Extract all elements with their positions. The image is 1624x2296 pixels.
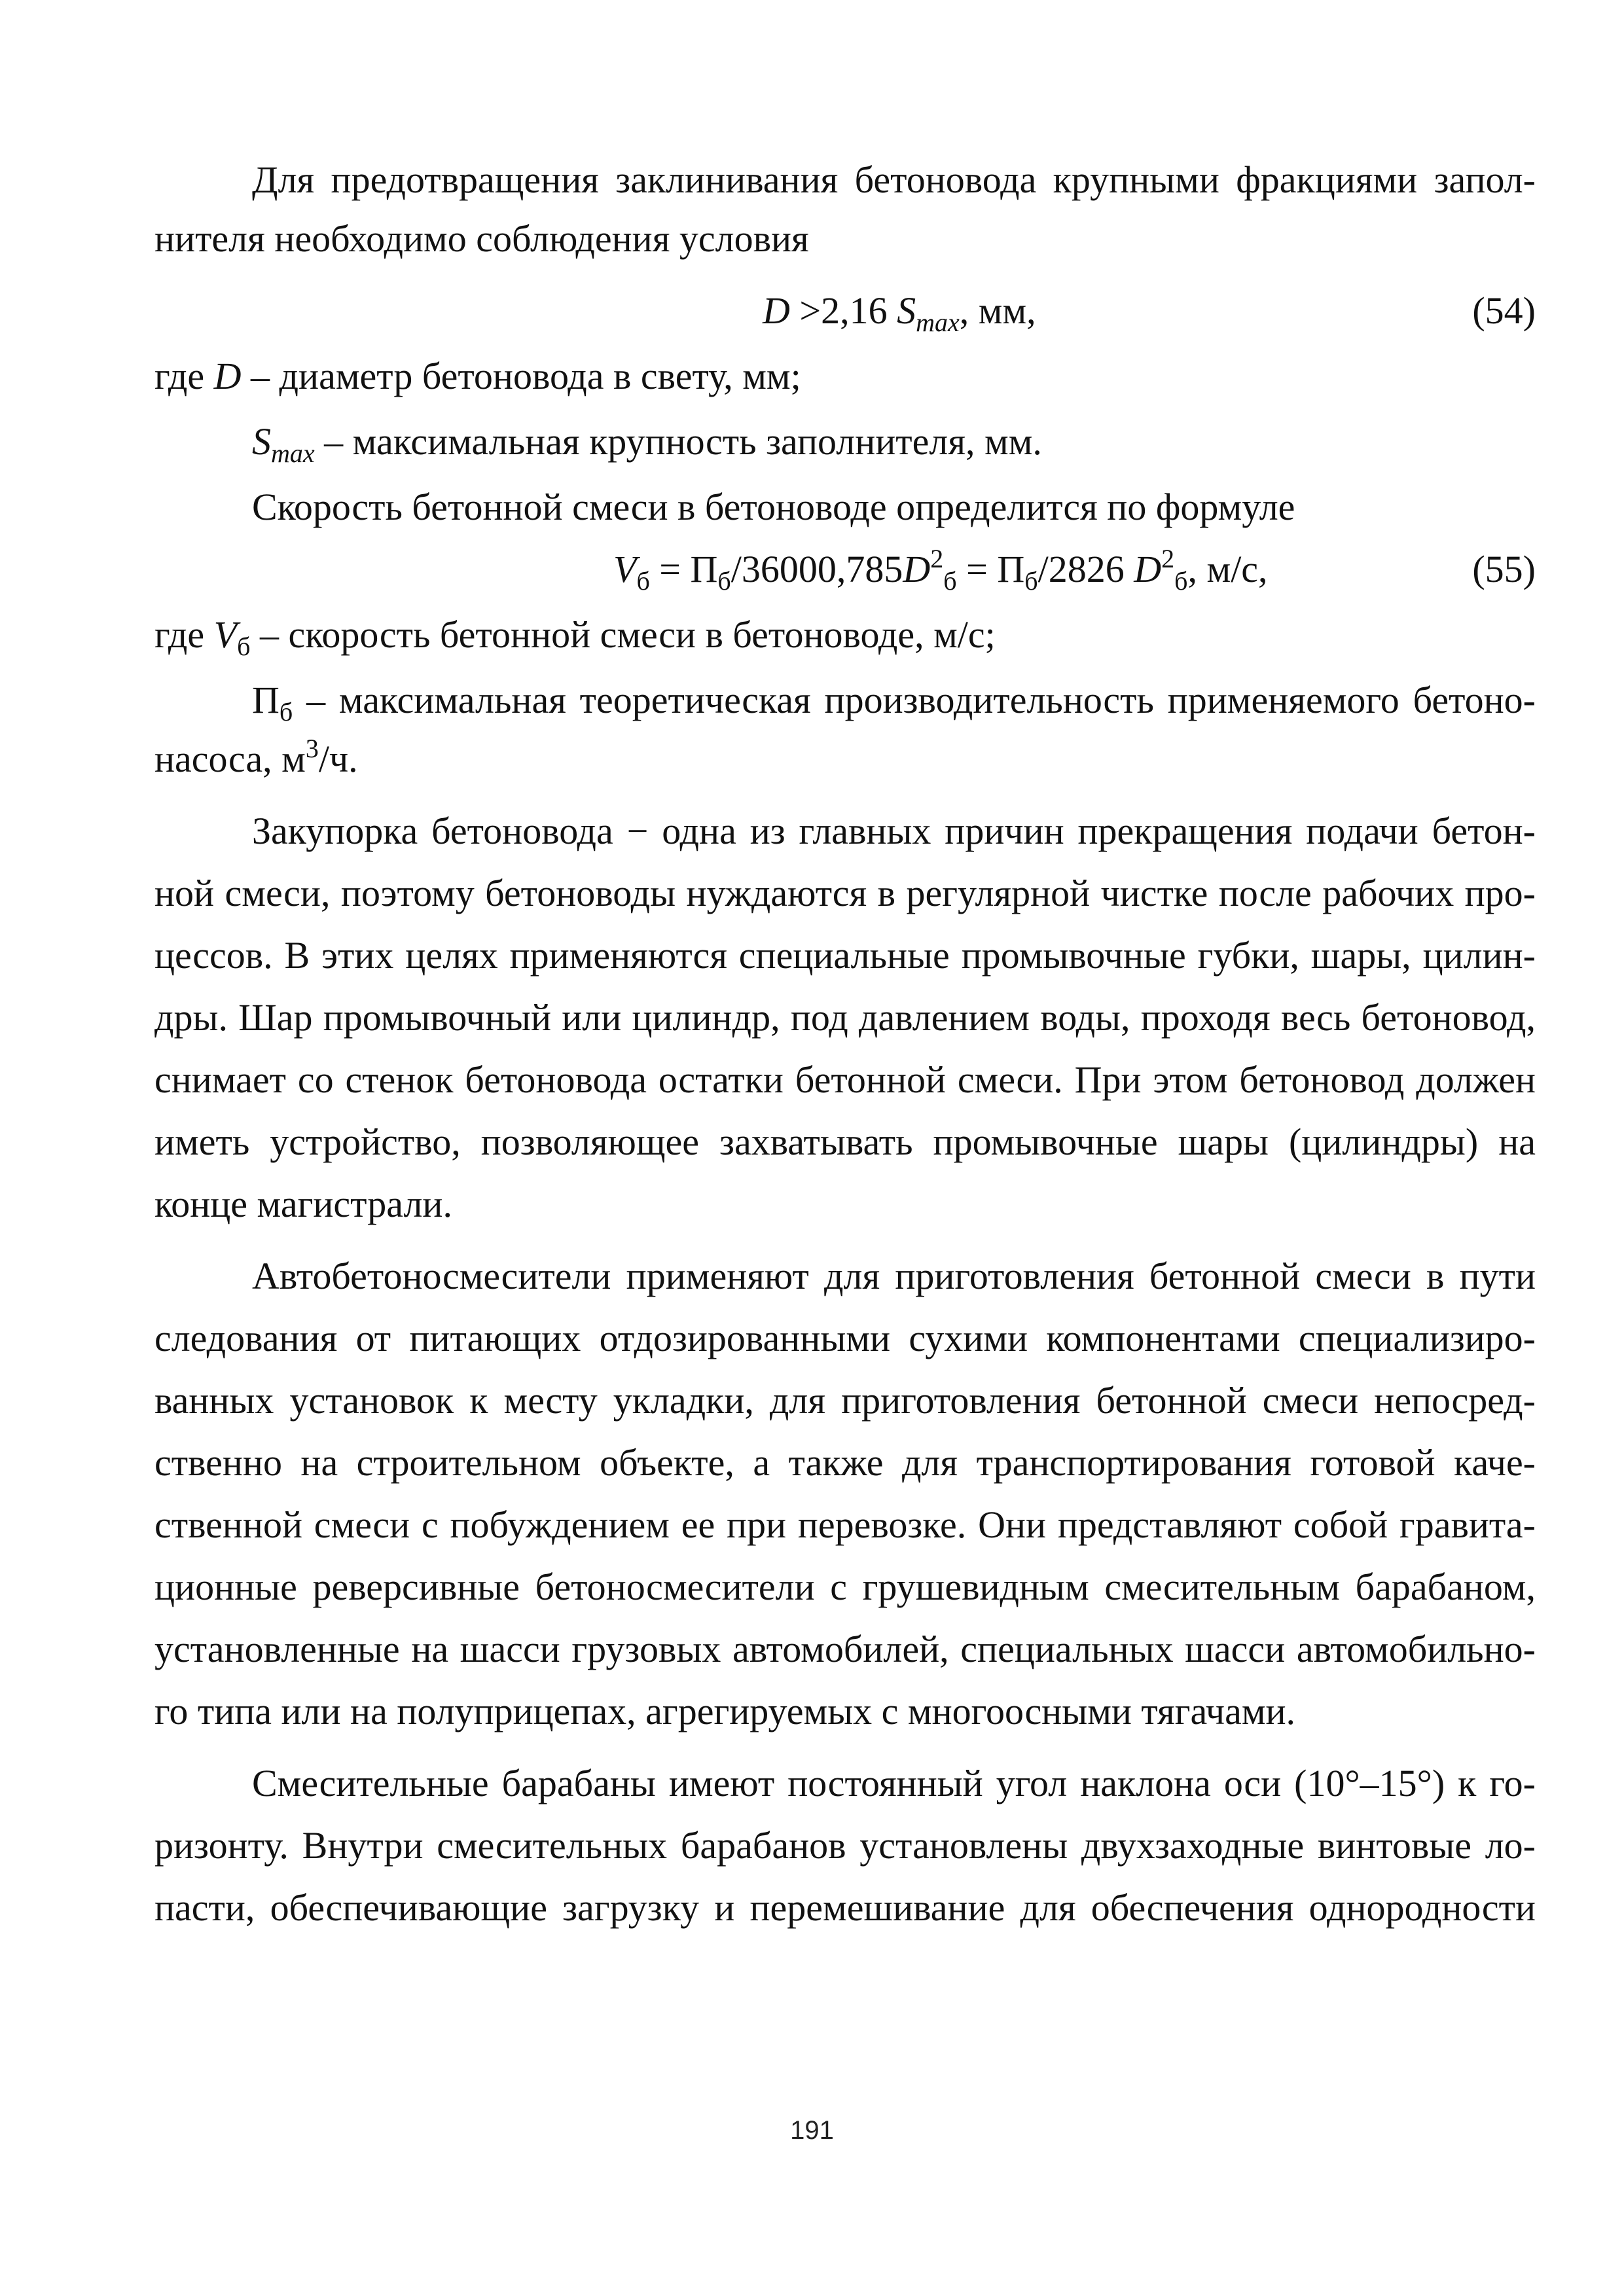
paragraph-4-line-8: го типа или на полуприцепах, агрегируемых с многоосными тягачами. <box>154 1690 1296 1732</box>
where-v-line <box>154 612 996 661</box>
paragraph-1-line-2: нителя необходимо соблюдения условия <box>154 217 809 260</box>
equation-54-var-d: D <box>763 289 790 332</box>
paragraph-4-line-4: ственно на строительном объекте, а также для транспортирования готовой каче- <box>154 1441 1536 1484</box>
paragraph-3-line-3: цессов. В этих целях применяются специальные промывочные губки, шары, цилин- <box>154 934 1536 977</box>
equation-54-sub-max: max <box>916 308 960 337</box>
paragraph-4-line-1: Автобетоносмесители применяют для приготовления бетонной смеси в пути <box>252 1255 1536 1297</box>
paragraph-3-line-5: снимает со стенок бетоновода остатки бетонной смеси. При этом бетоновод должен <box>154 1058 1536 1101</box>
paragraph-4-line-6: ционные реверсивные бетоносмесители с грушевидным смесительным барабаном, <box>154 1566 1536 1608</box>
where-d-prefix: где <box>154 355 214 397</box>
page-number: 191 <box>790 2116 834 2145</box>
equation-55-text-1: = П <box>649 548 718 590</box>
where-v-sub: б <box>237 632 251 661</box>
paragraph-3-line-6: иметь устройство, позволяющее захватывать промывочные шары (цилиндры) на <box>154 1121 1536 1163</box>
paragraph-2-line-1: Скорость бетонной смеси в бетоноводе определится по формуле <box>252 486 1295 528</box>
where-s-text: – максимальная крупность заполнителя, мм. <box>314 420 1042 463</box>
where-s-sub: max <box>271 439 315 468</box>
equation-55-sub-b3: б <box>943 566 957 596</box>
equation-55 <box>613 544 1268 596</box>
equation-54-text-1: >2,16 <box>789 289 897 332</box>
where-p-line2-a: насоса, м <box>154 738 306 780</box>
equation-55-text-5: , м/с, <box>1187 548 1268 590</box>
equation-55-sub-b2: б <box>717 566 731 596</box>
where-p-text: – максимальная теоретическая производительность применяемого бетоно- <box>293 679 1536 721</box>
paragraph-5-line-3: пасти, обеспечивающие загрузку и перемешивание для обеспечения однородности <box>154 1886 1536 1929</box>
equation-55-text-4: /2826 <box>1038 548 1134 590</box>
where-d-line <box>154 353 801 399</box>
where-p-line-1 <box>252 677 1536 726</box>
equation-55-number: (55) <box>1472 548 1536 590</box>
where-s-var: S <box>252 420 271 463</box>
paragraph-4-line-3: ванных установок к месту укладки, для приготовления бетонной смеси непосред- <box>154 1379 1536 1422</box>
where-v-prefix: где <box>154 613 214 656</box>
where-d-text: – диаметр бетоновода в свету, мм; <box>241 355 801 397</box>
paragraph-5-line-1: Смесительные барабаны имеют постоянный угол наклона оси (10°–15°) к го- <box>252 1762 1536 1804</box>
where-p-sub: б <box>279 697 293 726</box>
where-p-line2-b: /ч. <box>318 738 358 780</box>
where-s-line <box>252 419 1042 468</box>
equation-55-sub-b5: б <box>1174 566 1188 596</box>
equation-55-var-d2: D <box>1134 548 1162 590</box>
equation-55-var-v: V <box>613 548 637 590</box>
equation-55-sub-b4: б <box>1024 566 1038 596</box>
where-p-letter: П <box>252 679 280 721</box>
paragraph-3-line-2: ной смеси, поэтому бетоноводы нуждаются в регулярной чистке после рабочих про- <box>154 872 1536 914</box>
equation-55-sub-b: б <box>636 566 650 596</box>
equation-55-text-3: = П <box>956 548 1025 590</box>
paragraph-4-line-5: ственной смеси с побуждением ее при перевозке. Они представляют собой гравита- <box>154 1503 1536 1546</box>
equation-54-text-2: , мм, <box>959 289 1036 332</box>
paragraph-1-line-1: Для предотвращения заклинивания бетоновода крупными фракциями запол- <box>252 158 1536 201</box>
where-p-line2-sup: 3 <box>305 734 319 763</box>
paragraph-4-line-7: установленные на шасси грузовых автомобилей, специальных шасси автомобильно- <box>154 1628 1536 1670</box>
where-d-var: D <box>213 355 242 397</box>
equation-54-number: (54) <box>1472 289 1536 332</box>
where-v-text: – скорость бетонной смеси в бетоноводе, м/с; <box>250 613 996 656</box>
paragraph-5-line-2: ризонту. Внутри смесительных барабанов установлены двухзаходные винтовые ло- <box>154 1824 1536 1867</box>
equation-55-sup-2b: 2 <box>1161 544 1175 573</box>
paragraph-3-line-4: дры. Шар промывочный или цилиндр, под давлением воды, проходя весь бетоновод, <box>154 996 1536 1039</box>
where-p-line-2 <box>154 736 358 782</box>
where-v-var: V <box>213 613 238 656</box>
equation-54 <box>763 288 1036 337</box>
equation-55-text-2: /36000,785 <box>731 548 903 590</box>
paragraph-3-line-7: конце магистрали. <box>154 1183 452 1225</box>
equation-55-sup-2: 2 <box>930 544 944 573</box>
paragraph-4-line-2: следования от питающих отдозированными сухими компонентами специализиро- <box>154 1317 1536 1359</box>
equation-54-var-s: S <box>897 289 916 332</box>
equation-55-var-d: D <box>903 548 931 590</box>
paragraph-3-line-1: Закупорка бетоновода − одна из главных причин прекращения подачи бетон- <box>252 810 1536 852</box>
